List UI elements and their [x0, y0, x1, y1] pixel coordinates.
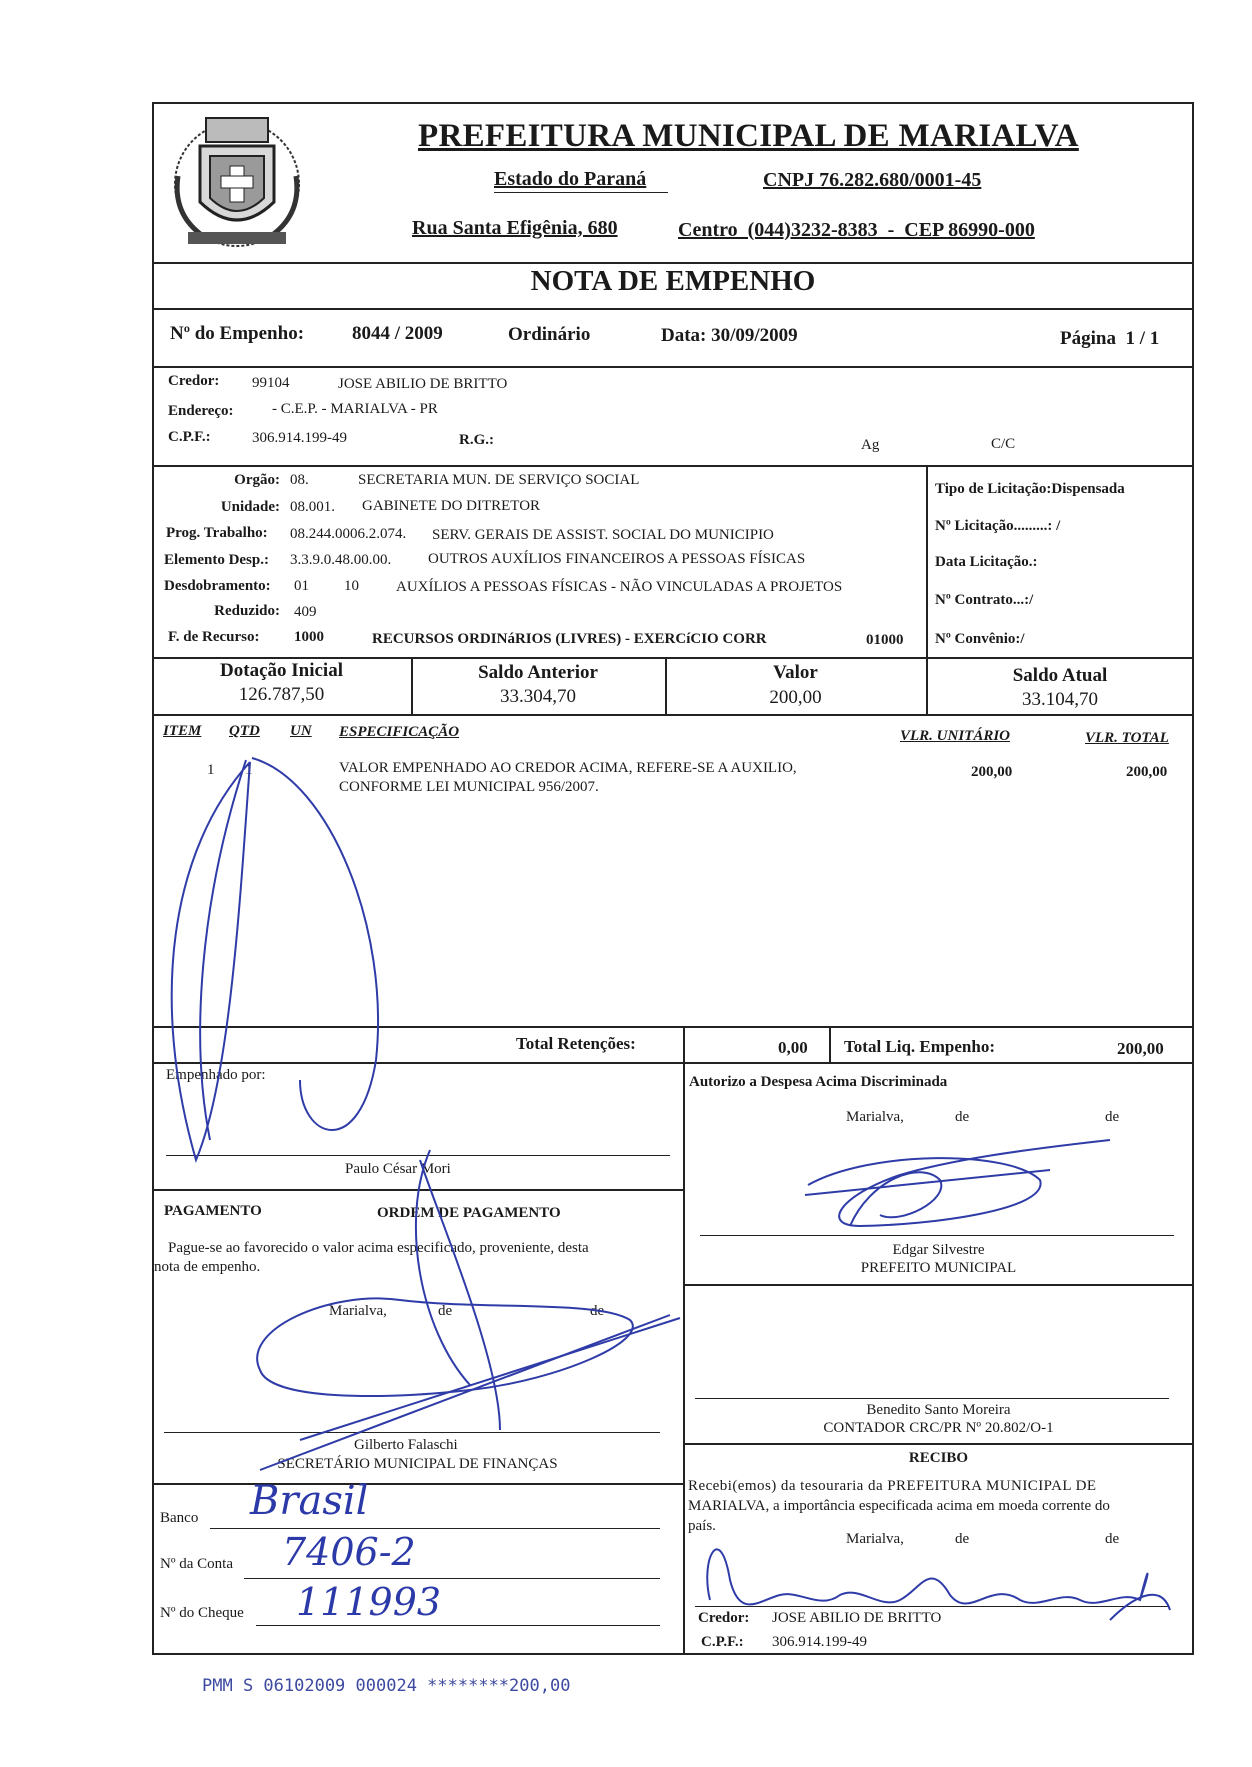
- pagamento-de2: de: [590, 1303, 605, 1319]
- contador-name: Benedito Santo Moreira: [866, 1402, 1011, 1418]
- data-licitacao: Data Licitação.:: [935, 554, 1038, 570]
- orgao-code: 08.: [290, 472, 309, 488]
- recurso-code2: 01000: [866, 632, 904, 648]
- autorizo-label: Autorizo a Despesa Acima Discriminada: [689, 1074, 948, 1090]
- municipality-title: PREFEITURA MUNICIPAL DE MARIALVA: [418, 118, 1079, 154]
- cnpj: CNPJ 76.282.680/0001-45: [763, 169, 982, 191]
- conta-handwritten: 7406-2: [282, 1530, 416, 1574]
- table-row-total-value: 200,00: [1126, 764, 1168, 780]
- total-liquido-label: Total Liq. Empenho:: [844, 1037, 995, 1056]
- empenho-date: Data: 30/09/2009: [661, 325, 798, 346]
- secretario-name: Gilberto Falaschi: [354, 1437, 458, 1453]
- address-label: Endereço:: [168, 403, 234, 419]
- account-label: C/C: [991, 436, 1016, 452]
- page-indicator: Página 1 / 1: [1060, 328, 1160, 349]
- saldo-atual-label: Saldo Atual: [1012, 665, 1108, 686]
- prefeito-name: Edgar Silvestre: [892, 1242, 985, 1258]
- total-retencoes-label: Total Retenções:: [516, 1034, 636, 1053]
- contador-role: CONTADOR CRC/PR Nº 20.802/O-1: [823, 1420, 1054, 1436]
- column-vlr-unitario: VLR. UNITÁRIO: [900, 728, 1011, 744]
- credor-code: 99104: [252, 375, 290, 391]
- recibo-credor-label: Credor:: [698, 1610, 750, 1626]
- valor-value: 200,00: [769, 687, 822, 708]
- empenhado-name: Paulo César Mori: [345, 1161, 451, 1177]
- pagamento-city: Marialva,: [329, 1303, 387, 1319]
- elemento-name: OUTROS AUXÍLIOS FINANCEIROS A PESSOAS FÍSICAS: [428, 551, 806, 567]
- recibo-credor-name: JOSE ABILIO DE BRITTO: [772, 1610, 942, 1626]
- orgao-name: SECRETARIA MUN. DE SERVIÇO SOCIAL: [358, 472, 640, 488]
- pagamento-label: PAGAMENTO: [164, 1203, 262, 1219]
- column-un: UN: [290, 723, 312, 739]
- elemento-code: 3.3.9.0.48.00.00.: [290, 552, 392, 568]
- autorizo-de2: de: [1105, 1109, 1120, 1125]
- reduzido-value: 409: [294, 604, 317, 620]
- saldo-anterior-value: 33.304,70: [500, 686, 576, 707]
- desdobramento-name: AUXÍLIOS A PESSOAS FÍSICAS - NÃO VINCULADAS A PROJETOS: [396, 579, 843, 595]
- recurso-code: 1000: [294, 629, 324, 645]
- autorizo-de1: de: [955, 1109, 970, 1125]
- dotacao-label: Dotação Inicial: [220, 660, 343, 681]
- recibo-text-line1: Recebi(emos) da tesouraria da PREFEITURA MUNICIPAL DE: [688, 1478, 1097, 1494]
- unidade-label: Unidade:: [220, 499, 280, 515]
- address: Rua Santa Efigênia, 680: [412, 217, 618, 239]
- column-especificacao: ESPECIFICAÇÃO: [339, 724, 460, 740]
- banco-handwritten: Brasil: [250, 1478, 369, 1524]
- rg-label: R.G.:: [459, 432, 494, 448]
- desdobramento-label: Desdobramento:: [164, 578, 271, 594]
- unidade-name: GABINETE DO DITRETOR: [362, 498, 541, 514]
- pagamento-text-line1: Pague-se ao favorecido o valor acima especificado, proveniente, desta: [168, 1240, 589, 1256]
- elemento-label: Elemento Desp.:: [164, 552, 269, 568]
- pagamento-text-line2: nota de empenho.: [154, 1259, 261, 1275]
- table-row-unit-value: 200,00: [971, 764, 1013, 780]
- recibo-city: Marialva,: [846, 1531, 904, 1547]
- empenho-type: Ordinário: [508, 324, 591, 345]
- credor-cpf: 306.914.199-49: [252, 430, 347, 446]
- credor-name: JOSE ABILIO DE BRITTO: [338, 376, 508, 392]
- pagamento-de1: de: [438, 1303, 453, 1319]
- prog-name: SERV. GERAIS DE ASSIST. SOCIAL DO MUNICIPIO: [432, 527, 774, 543]
- district-phone-cep: Centro (044)3232-8383 - CEP 86990-000: [678, 219, 1035, 241]
- recibo-text-line3: país.: [688, 1518, 716, 1534]
- recibo-de2: de: [1105, 1531, 1120, 1547]
- table-row-qtd: 1: [245, 762, 253, 778]
- saldo-anterior-label: Saldo Anterior: [478, 662, 598, 683]
- total-liquido-value: 200,00: [1117, 1039, 1164, 1058]
- cashier-stamp: PMM S 06102009 000024 ********200,00: [202, 1676, 571, 1696]
- desdobramento-a: 01: [294, 578, 309, 594]
- agency-label: Ag: [861, 437, 880, 453]
- numero-contrato: Nº Contrato...:/: [935, 592, 1034, 608]
- unidade-code: 08.001.: [290, 499, 335, 515]
- table-row-item: 1: [207, 762, 215, 778]
- secretario-role: SECRETÁRIO MUNICIPAL DE FINANÇAS: [277, 1456, 558, 1472]
- autorizo-city: Marialva,: [846, 1109, 904, 1125]
- cheque-label: Nº do Cheque: [160, 1605, 244, 1621]
- saldo-atual-value: 33.104,70: [1022, 689, 1098, 710]
- prog-code: 08.244.0006.2.074.: [290, 526, 407, 542]
- credor-address: - C.E.P. - MARIALVA - PR: [272, 401, 438, 417]
- prefeito-role: PREFEITO MUNICIPAL: [860, 1260, 1017, 1276]
- state-name: Estado do Paraná: [494, 168, 647, 190]
- empenhado-label: Empenhado por:: [166, 1067, 266, 1083]
- cpf-label: C.P.F.:: [168, 429, 211, 445]
- desdobramento-b: 10: [344, 578, 359, 594]
- valor-label: Valor: [773, 662, 818, 683]
- column-item: ITEM: [163, 723, 202, 739]
- empenho-number: 8044 / 2009: [352, 323, 443, 344]
- prog-label: Prog. Trabalho:: [166, 525, 268, 541]
- tipo-licitacao: Tipo de Licitação:Dispensada: [935, 481, 1125, 497]
- conta-label: Nº da Conta: [160, 1556, 233, 1572]
- dotacao-value: 126.787,50: [238, 684, 325, 705]
- reduzido-label: Reduzido:: [214, 603, 280, 619]
- recibo-title: RECIBO: [908, 1450, 969, 1466]
- numero-convenio: Nº Convênio:/: [935, 631, 1025, 647]
- cheque-handwritten: 111993: [296, 1580, 442, 1624]
- table-row-spec-line1: VALOR EMPENHADO AO CREDOR ACIMA, REFERE-SE A AUXILIO,: [339, 760, 797, 776]
- recibo-cpf-label: C.P.F.:: [701, 1634, 744, 1650]
- credor-label: Credor:: [168, 373, 220, 389]
- column-vlr-total: VLR. TOTAL: [1085, 730, 1169, 746]
- banco-label: Banco: [160, 1510, 199, 1526]
- recibo-de1: de: [955, 1531, 970, 1547]
- ordem-pagamento-label: ORDEM DE PAGAMENTO: [377, 1205, 561, 1221]
- recurso-label: F. de Recurso:: [168, 629, 260, 645]
- table-row-spec-line2: CONFORME LEI MUNICIPAL 956/2007.: [339, 779, 599, 795]
- recurso-name: RECURSOS ORDINáRIOS (LIVRES) - EXERCíCIO CORR: [372, 631, 767, 647]
- recibo-text-line2: MARIALVA, a importância especificada acima em moeda corrente do: [688, 1498, 1110, 1514]
- empenho-number-label: Nº do Empenho:: [170, 323, 305, 344]
- document-title: NOTA DE EMPENHO: [530, 265, 816, 297]
- numero-licitacao: Nº Licitação.........: /: [935, 518, 1061, 534]
- recibo-cpf-value: 306.914.199-49: [772, 1634, 867, 1650]
- total-retencoes-value: 0,00: [778, 1038, 808, 1057]
- column-qtd: QTD: [229, 723, 260, 739]
- orgao-label: Orgão:: [234, 472, 280, 488]
